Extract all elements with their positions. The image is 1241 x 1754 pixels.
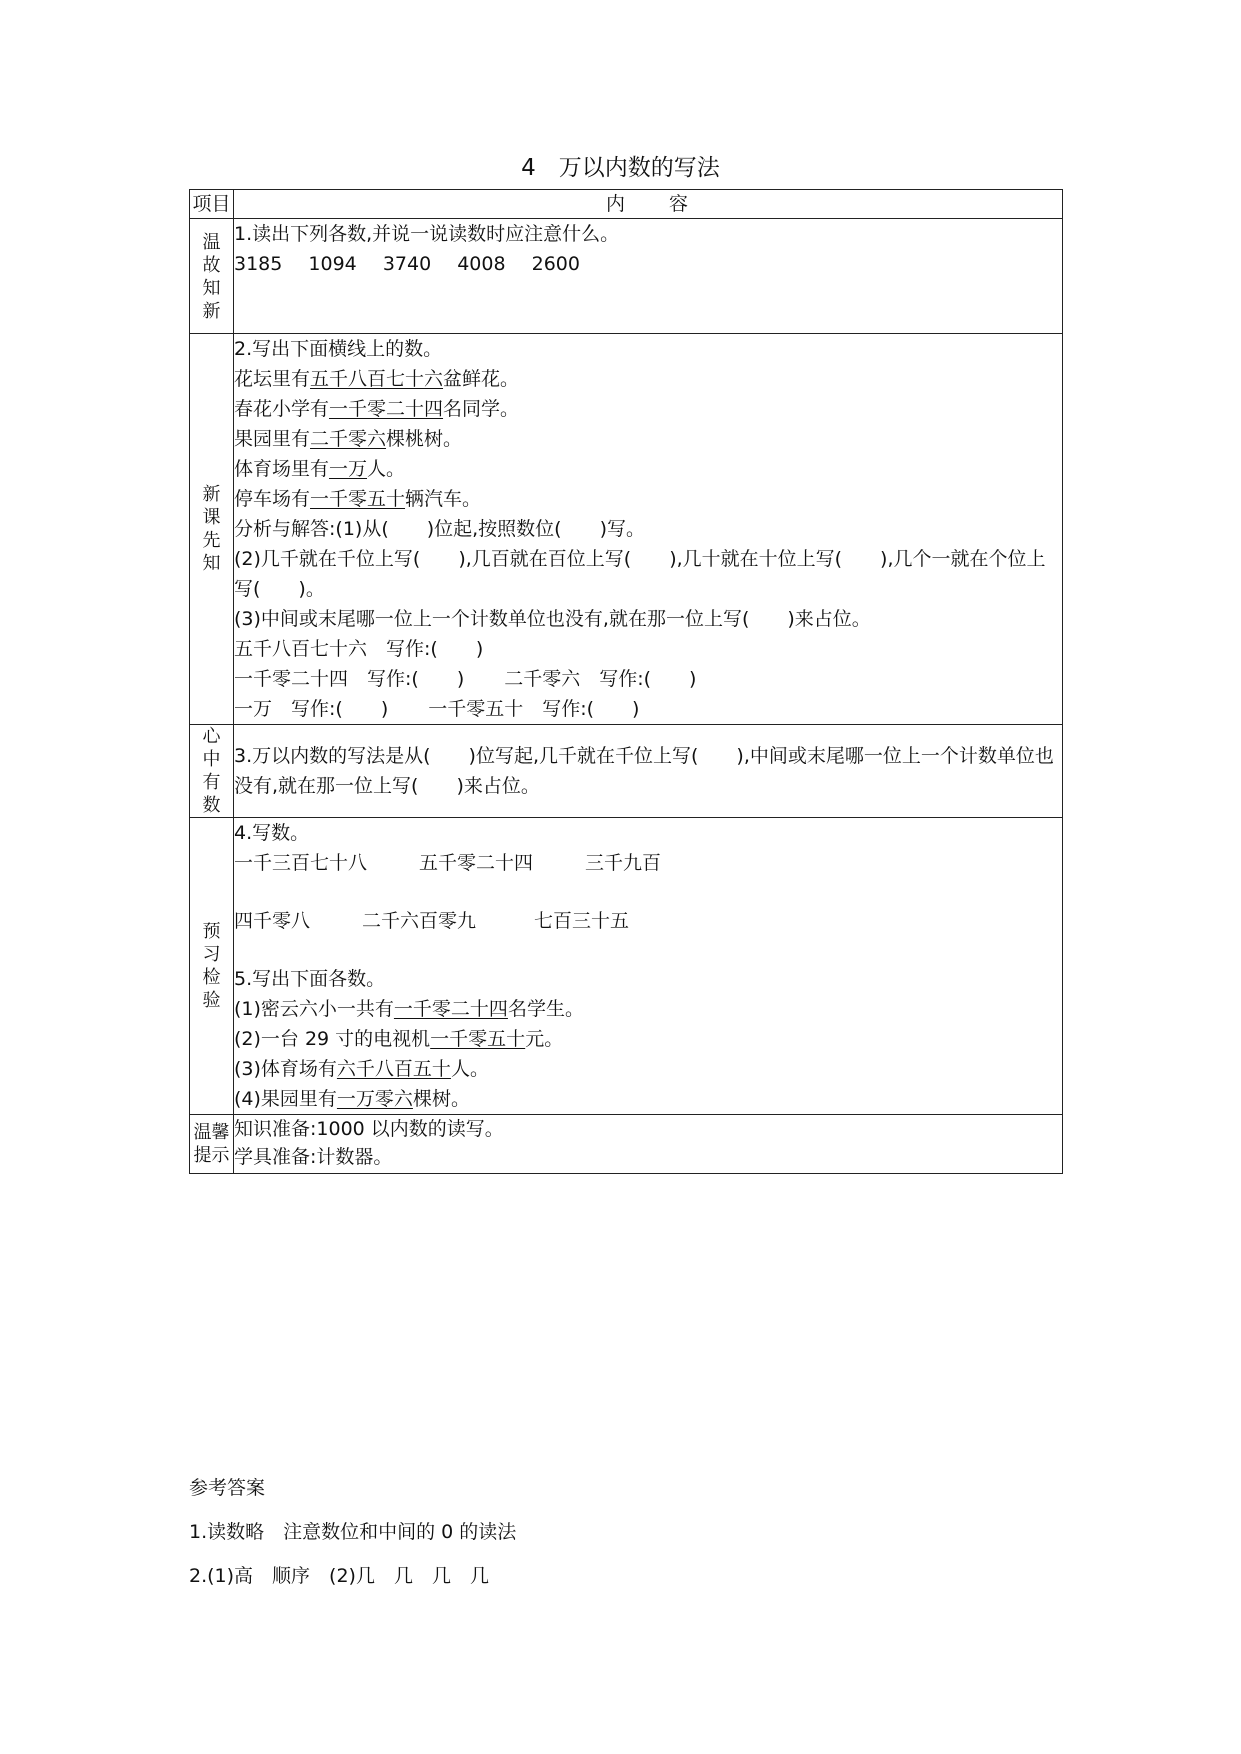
- sentence-item: 果园里有二千零六棵桃树。: [234, 428, 463, 450]
- underlined-number-word: 一千零二十四: [329, 398, 444, 420]
- sentence-item: 体育场里有一万人。: [234, 458, 406, 480]
- section-label-mind: 心中有数: [202, 726, 221, 816]
- sentence-item: (3)体育场有六千八百五十人。: [234, 1058, 489, 1080]
- question-3: 3.万以内数的写法是从( )位写起,几千就在千位上写( ),中间或末尾哪一位上一个计数单位也没有,就在那一位上写( )来占位。: [234, 745, 1054, 797]
- section-mind: [190, 725, 1063, 818]
- section-review: [190, 219, 1063, 334]
- write-number-row-2: 四千零八 二千六百零九 七百三十五: [234, 910, 630, 932]
- header-item: 项目: [190, 190, 234, 219]
- underlined-number-word: 一万零六: [336, 1088, 413, 1110]
- tip-line-2: 学具准备:计数器。: [234, 1146, 393, 1168]
- sentence-item: 春花小学有一千零二十四名同学。: [234, 398, 520, 420]
- tip-line-1: 知识准备:1000 以内数的读写。: [234, 1118, 504, 1140]
- header-content: 内 容: [234, 190, 1063, 219]
- section-label-preview: 预习检验: [202, 921, 221, 1011]
- write-line-1: 五千八百七十六 写作:( ): [234, 638, 484, 660]
- answer-2: 2.(1)高 顺序 (2)几 几 几 几: [189, 1565, 489, 1587]
- underlined-number-word: 六千八百五十: [336, 1058, 451, 1080]
- question-1: 1.读出下列各数,并说一说读数时应注意什么。: [234, 223, 620, 245]
- underlined-number-word: 五千八百七十六: [310, 368, 444, 390]
- number-item: 2600: [531, 253, 580, 275]
- answer-1: 1.读数略 注意数位和中间的 0 的读法: [189, 1521, 517, 1543]
- sentence-item: (4)果园里有一万零六棵树。: [234, 1088, 470, 1110]
- write-line-3: 一万 写作:( ) 一千零五十 写作:( ): [234, 698, 640, 720]
- worksheet-table: [189, 189, 1063, 1174]
- answer-heading: 参考答案: [189, 1477, 266, 1499]
- underlined-number-word: 一万: [329, 458, 368, 480]
- sentence-item: (2)一台 29 寸的电视机一千零五十元。: [234, 1028, 564, 1050]
- write-number-row-1: 一千三百七十八 五千零二十四 三千九百: [234, 852, 662, 874]
- underlined-number-word: 一千零五十: [310, 488, 406, 510]
- table-header-row: [190, 190, 1063, 219]
- answer-section: [189, 1466, 516, 1598]
- number-item: 1094: [308, 253, 357, 275]
- number-item: 4008: [457, 253, 506, 275]
- write-line-2: 一千零二十四 写作:( ) 二千零六 写作:( ): [234, 668, 697, 690]
- number-list: [234, 249, 1062, 279]
- analysis-1: 分析与解答:(1)从( )位起,按照数位( )写。: [234, 518, 646, 540]
- section-label-new: 新课先知: [202, 484, 221, 574]
- worksheet-title: 4 万以内数的写法: [521, 155, 720, 181]
- underlined-number-word: 二千零六: [310, 428, 387, 450]
- sentence-item: 花坛里有五千八百七十六盆鲜花。: [234, 368, 520, 390]
- section-label-review: 温故知新: [202, 232, 221, 322]
- section-tips: [190, 1115, 1063, 1174]
- section-preview: [190, 818, 1063, 1115]
- number-item: 3740: [382, 253, 432, 275]
- section-new: [190, 334, 1063, 725]
- question-2: 2.写出下面横线上的数。: [234, 338, 443, 360]
- question-5: 5.写出下面各数。: [234, 968, 386, 990]
- sentence-item: (1)密云六小一共有一千零二十四名学生。: [234, 998, 584, 1020]
- question-4: 4.写数。: [234, 822, 310, 844]
- underlined-number-word: 一千零二十四: [393, 998, 508, 1020]
- sentence-item: 停车场有一千零五十辆汽车。: [234, 488, 482, 510]
- analysis-2: (2)几千就在千位上写( ),几百就在百位上写( ),几十就在十位上写( ),几个一就在个位上写( )。: [234, 548, 1046, 600]
- number-item: 3185: [234, 253, 283, 275]
- section-label-tips: 温馨提示: [193, 1122, 230, 1166]
- analysis-3: (3)中间或末尾哪一位上一个计数单位也没有,就在那一位上写( )来占位。: [234, 608, 871, 630]
- underlined-number-word: 一千零五十: [430, 1028, 526, 1050]
